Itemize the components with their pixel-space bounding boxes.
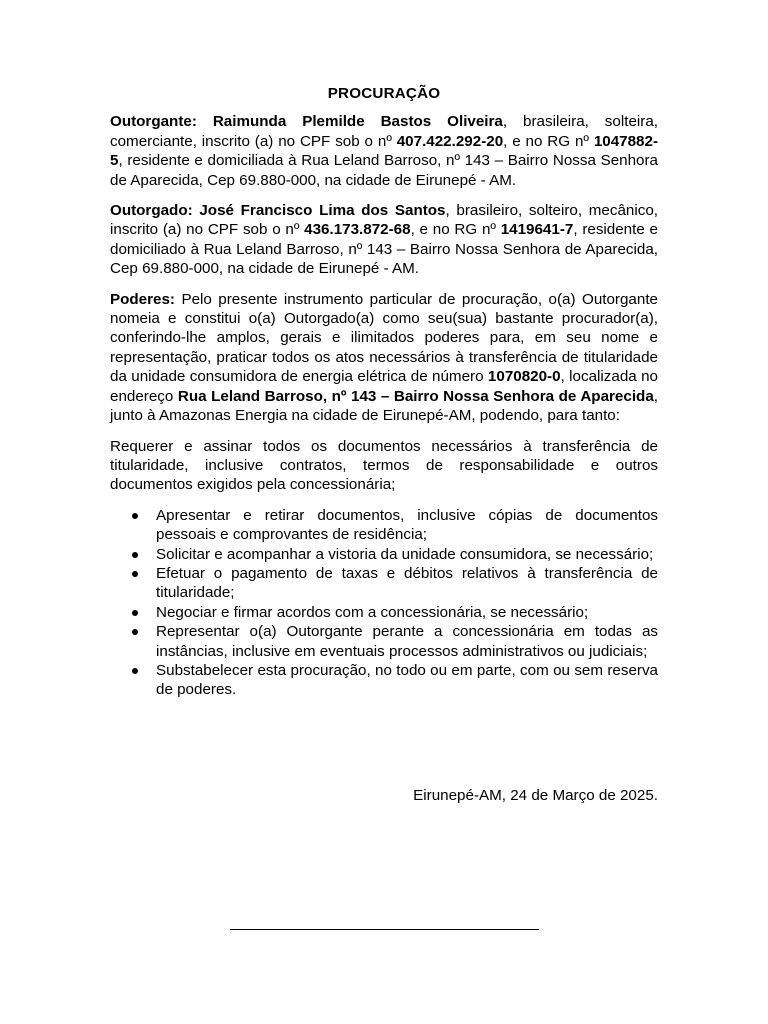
list-item <box>110 622 658 661</box>
outorgante-text-1: , brasileira, solteira, comerciante, inscrito (a) no CPF sob o nº <box>110 113 658 150</box>
list-item <box>110 564 658 603</box>
list-item-text: Representar o(a) Outorgante perante a concessionária em todas as instâncias, inclusive em eventuais processos administrativos ou judiciais; <box>156 623 658 660</box>
bullet-icon <box>132 513 138 519</box>
poderes-text-1: Pelo presente instrumento particular de procuração, o(a) Outorgante nomeia e constitui o(a) Outorgado(a) como seu(sua) bastante procurador(a), conferindo-lhe amplos, gerais e ilimitados poderes para, em seu nome e representação, praticar todos os atos necessários à transferência de titularidade da unidade consumidora de energia elétrica de número <box>110 290 658 386</box>
outorgado-name: José Francisco Lima dos Santos <box>199 202 446 220</box>
list-item-text: Substabelecer esta procuração, no todo ou em parte, com ou sem reserva de poderes. <box>156 661 658 699</box>
place-and-date: Eirunepé-AM, 24 de Março de 2025. <box>413 787 658 804</box>
list-item <box>110 661 658 700</box>
outorgante-paragraph <box>110 112 658 190</box>
outorgado-text-1: , brasileiro, solteiro, mecânico, inscrito (a) no CPF sob o nº <box>110 202 658 239</box>
poderes-paragraph <box>110 290 658 426</box>
outorgado-text-2: , e no RG nº <box>410 221 501 239</box>
outorgante-text-2: , e no RG nº <box>503 132 594 150</box>
signature-line <box>230 929 539 930</box>
bullet-icon <box>132 552 138 558</box>
outorgado-cpf: 436.173.872-68 <box>304 221 411 239</box>
outorgado-paragraph <box>110 201 658 279</box>
poderes-label: Poderes: <box>110 290 175 308</box>
consumer-unit-number: 1070820-0 <box>487 368 561 386</box>
document-body <box>110 84 658 700</box>
bullet-icon <box>132 629 138 635</box>
list-item-text: Negociar e firmar acordos com a concessionária, se necessário; <box>156 603 589 621</box>
document-title: PROCURAÇÃO <box>327 85 441 102</box>
outorgado-label: Outorgado: <box>110 202 193 220</box>
list-item <box>110 545 658 564</box>
poderes-text-3: , junto à Amazonas Energia na cidade de Eirunepé-AM, podendo, para tanto: <box>110 387 658 425</box>
outorgado-rg: 1419641-7 <box>500 221 574 239</box>
list-item-text: Apresentar e retirar documentos, inclusive cópias de documentos pessoais e comprovantes de residência; <box>156 506 658 544</box>
bullet-icon <box>132 668 138 674</box>
list-item-text: Efetuar o pagamento de taxas e débitos relativos à transferência de titularidade; <box>156 564 658 602</box>
outorgante-text-3: , residente e domiciliada à Rua Leland Barroso, nº 143 – Bairro Nossa Senhora de Aparecida, Cep 69.880-000, na cidade de Eirunepé - AM. <box>110 152 658 189</box>
outorgante-cpf: 407.422.292-20 <box>396 132 504 150</box>
outorgante-name: Raimunda Plemilde Bastos Oliveira <box>212 113 503 131</box>
list-item <box>110 603 658 622</box>
consumer-unit-address: Rua Leland Barroso, nº 143 – Bairro Nossa Senhora de Aparecida <box>177 387 654 405</box>
outorgante-label: Outorgante: <box>110 113 197 131</box>
list-item <box>110 506 658 545</box>
powers-list <box>110 506 658 700</box>
bullet-icon <box>132 571 138 577</box>
outorgado-text-3: , residente e domiciliado à Rua Leland Barroso, nº 143 – Bairro Nossa Senhora de Aparecida, Cep 69.880-000, na cidade de Eirunepé - AM. <box>110 221 658 278</box>
requerer-paragraph: Requerer e assinar todos os documentos necessários à transferência de titularidade, inclusive contratos, termos de responsabilidade e outros documentos exigidos pela concessionária; <box>110 437 658 494</box>
bullet-icon <box>132 610 138 616</box>
poderes-text-2: , localizada no endereço <box>110 368 658 405</box>
outorgante-rg: 1047882-5 <box>110 132 659 170</box>
list-item-text: Solicitar e acompanhar a vistoria da unidade consumidora, se necessário; <box>156 545 654 563</box>
